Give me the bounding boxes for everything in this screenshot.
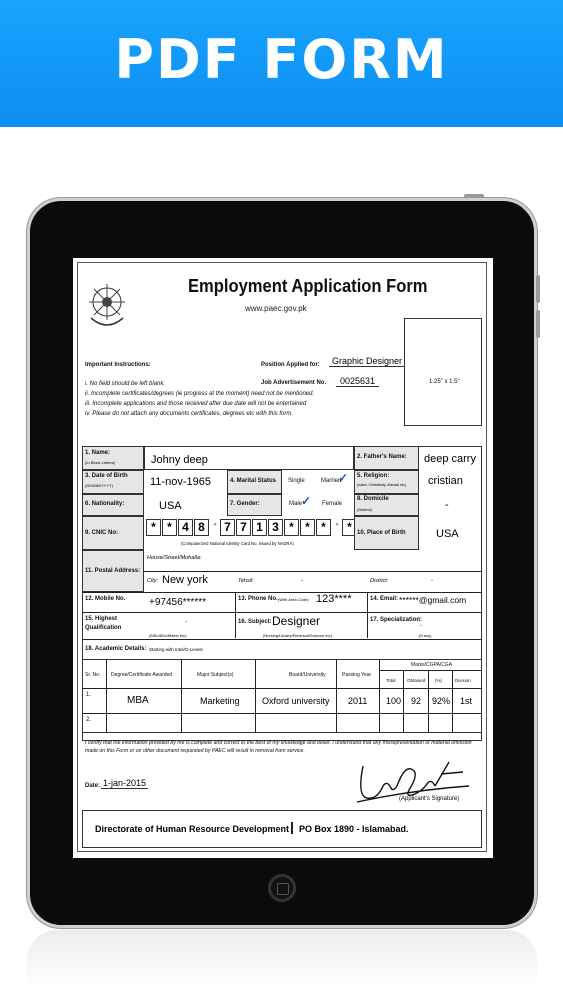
religion-sub: (Islam, Christianity, Ahmadi etc)	[357, 483, 406, 487]
list-item: iii. Incomplete applications and those received after due date will not be entertained	[85, 401, 307, 407]
city-label: City:	[147, 578, 158, 584]
religion-label: 5. Religion:	[357, 473, 390, 479]
mobile-label: 12. Mobile No.	[85, 596, 126, 602]
married-option[interactable]: Married	[321, 478, 342, 484]
single-option[interactable]: Single	[288, 478, 305, 484]
domicile-sub: (District)	[357, 507, 372, 512]
emblem-logo	[85, 276, 129, 336]
specialization-value[interactable]: -	[420, 623, 422, 629]
street-line	[144, 571, 482, 572]
name-sub: (In Block Letters)	[85, 460, 116, 465]
photo-box	[404, 318, 482, 426]
cnic-separator: -	[213, 519, 217, 530]
cnic-digit: 3	[268, 519, 283, 536]
name-value: Johny deep	[151, 454, 208, 466]
tablet-top-button	[464, 194, 484, 198]
instructions-list	[85, 381, 314, 421]
highest-label: 15. Highest Qualification	[85, 616, 122, 631]
cnic-digit: 1	[252, 519, 267, 536]
job-ad-label: Job Advertisement No.	[261, 380, 327, 386]
header-banner	[0, 0, 563, 127]
row-divider	[82, 612, 482, 613]
table-header: Board/University	[289, 672, 326, 678]
mobile-value[interactable]: +97456******	[149, 597, 206, 608]
date-value[interactable]: 1-jan-2015	[103, 778, 147, 788]
footer-right: PO Box 1890 - Islamabad.	[299, 824, 409, 834]
specialization-sub: (If any)	[419, 633, 432, 638]
postal-label: 11. Postal Address:	[85, 568, 141, 574]
tablet-reflection	[27, 930, 537, 990]
table-cell-obtained[interactable]: 92	[411, 696, 422, 706]
table-header: Sr. No.	[85, 672, 101, 678]
col-divider	[403, 670, 404, 733]
subject-value[interactable]: Designer	[272, 614, 321, 628]
col-divider	[336, 659, 337, 733]
table-cell-degree[interactable]: MBA	[127, 695, 149, 706]
form-screen	[73, 258, 493, 858]
nationality-label: 6. Nationality:	[85, 501, 125, 507]
table-cell-sr: 2.	[86, 717, 92, 723]
cnic-label: 9. CNIC No:	[85, 530, 118, 536]
position-value[interactable]: Graphic Designer	[329, 356, 405, 367]
instructions-heading: Important Instructions:	[85, 362, 151, 368]
table-cell-total[interactable]: 100	[386, 696, 402, 706]
col-divider	[428, 670, 429, 733]
subject-sub: (Nursing/Library/Electrical/Science etc)	[263, 633, 332, 638]
table-cell-board[interactable]: Oxford university	[262, 696, 330, 706]
cnic-digit: 7	[220, 519, 235, 536]
row-divider	[82, 688, 482, 689]
cnic-digit: 7	[236, 519, 251, 536]
pob-value[interactable]: USA	[436, 528, 459, 540]
domicile-value[interactable]: -	[445, 499, 449, 511]
cnic-boxes[interactable]	[146, 519, 357, 536]
cnic-digit: *	[300, 519, 315, 536]
cnic-sub: (Computerized National Identity Card No. issued by NADRA)	[181, 541, 294, 546]
list-item: iv. Please do not attach any documents certificates, degrees etc with this form.	[85, 411, 294, 417]
cnic-digit: *	[162, 519, 177, 536]
phone-value[interactable]: 123****	[316, 593, 352, 605]
col-divider	[255, 659, 256, 733]
cnic-digit: *	[342, 519, 357, 536]
subject-label: 16. Subject:	[238, 619, 272, 625]
declaration-text: I certify that the information provided by me is complete and correct to the best of my knowledge and belief. I understand that any misrepresentation or material omission made on this Form or on other document requested by PAEC will result in removal from service.	[85, 740, 472, 754]
cnic-separator: -	[335, 519, 339, 530]
cnic-digit: *	[316, 519, 331, 536]
tablet-side-button	[536, 275, 540, 303]
tablet-side-button	[536, 310, 540, 338]
cnic-digit: 4	[178, 519, 193, 536]
tehsil-label: Tehsil:	[238, 578, 254, 584]
specialization-label: 17. Specialization:	[370, 617, 423, 623]
highest-sub: (MSc/BSc/Matric etc)	[149, 633, 187, 638]
banner-title: PDF FORM	[114, 28, 449, 91]
table-header: Passing Year	[342, 672, 372, 678]
home-button[interactable]	[268, 874, 296, 902]
list-item: ii. Incomplete certificates/degrees (ie progress at the moment) need not be mentioned.	[85, 391, 315, 397]
col-divider	[235, 612, 236, 638]
city-value[interactable]: New york	[162, 574, 208, 586]
check-icon: ✓	[301, 494, 312, 508]
footer-left: Directorate of Human Resource Development	[95, 824, 290, 834]
street-label: House/Street/Mohalla:	[147, 555, 202, 561]
gender-label: 7. Gender:	[230, 501, 260, 507]
row-divider	[379, 670, 482, 671]
col-divider	[367, 612, 368, 638]
col-divider	[181, 659, 182, 733]
table-subheader: Division	[455, 678, 471, 683]
table-cell-sr: 1.	[86, 692, 92, 698]
cnic-digit: 8	[194, 519, 209, 536]
table-header: Degree/Certificate Awarded	[111, 672, 173, 678]
dob-sub: (DD/MM/YYYY)	[85, 483, 113, 488]
phone-sub: (With Area Code)	[278, 597, 309, 602]
marital-label: 4. Marital Status	[230, 478, 277, 484]
religion-value[interactable]: cristian	[428, 475, 463, 487]
dob-value[interactable]: 11-nov-1965	[150, 476, 211, 488]
form-title: Employment Application Form	[188, 276, 428, 296]
father-label: 2. Father's Name:	[357, 454, 407, 460]
photo-box-label: 1.25" x 1.5"	[429, 379, 460, 385]
male-option[interactable]: Male	[289, 501, 303, 507]
footer-separator	[291, 822, 293, 834]
col-divider	[452, 670, 453, 733]
cnic-digit: *	[284, 519, 299, 536]
table-subheader: Obtained	[407, 678, 426, 683]
col-divider	[367, 592, 368, 612]
table-header: Major Subject(s)	[197, 672, 234, 678]
table-cell-percent[interactable]: 92%	[432, 696, 451, 706]
female-option[interactable]: Female	[322, 501, 343, 507]
academic-sub: Starting with Intel/O-Levels	[149, 647, 203, 652]
name-label: 1. Name:	[85, 450, 111, 456]
row-divider	[82, 713, 482, 714]
col-divider	[235, 592, 236, 612]
table-header: Marks/CGPA/CGA	[411, 662, 453, 668]
job-ad-value[interactable]: 0025631	[336, 376, 379, 387]
table-cell-major[interactable]: Marketing	[200, 696, 240, 706]
position-label: Position Applied for:	[261, 362, 320, 368]
cnic-digit: *	[146, 519, 161, 536]
domicile-label: 8. Domicile	[357, 496, 389, 502]
form-website: www.paec.gov.pk	[245, 304, 307, 313]
table-cell-year[interactable]: 2011	[348, 696, 368, 706]
table-cell-division[interactable]: 1st	[460, 696, 473, 706]
nationality-value[interactable]: USA	[159, 500, 182, 512]
email-value[interactable]: ******@gmail.com	[399, 595, 467, 605]
highest-value[interactable]: -	[185, 619, 187, 625]
table-subheader: Total	[386, 678, 396, 683]
table-subheader: (%)	[435, 678, 442, 683]
date-label: Date:	[85, 783, 101, 789]
academic-label: 18. Academic Details:	[85, 646, 147, 652]
dob-label: 3. Date of Birth	[85, 473, 128, 479]
district-label: District:	[370, 578, 389, 584]
col-divider	[106, 659, 107, 733]
father-value[interactable]: deep carry	[424, 453, 476, 465]
pob-label: 10. Place of Birth	[357, 530, 406, 536]
district-value[interactable]: -	[431, 578, 433, 584]
email-label: 14. Email:	[370, 596, 399, 602]
check-icon: ✓	[338, 471, 349, 485]
list-item: i. No field should be left blank.	[85, 381, 166, 387]
signature-label: (Applicant's Signature)	[399, 796, 460, 802]
phone-label: 13. Phone No.	[238, 596, 278, 602]
tehsil-value[interactable]: -	[301, 578, 303, 584]
row-divider	[82, 592, 482, 593]
row-divider	[82, 639, 482, 640]
